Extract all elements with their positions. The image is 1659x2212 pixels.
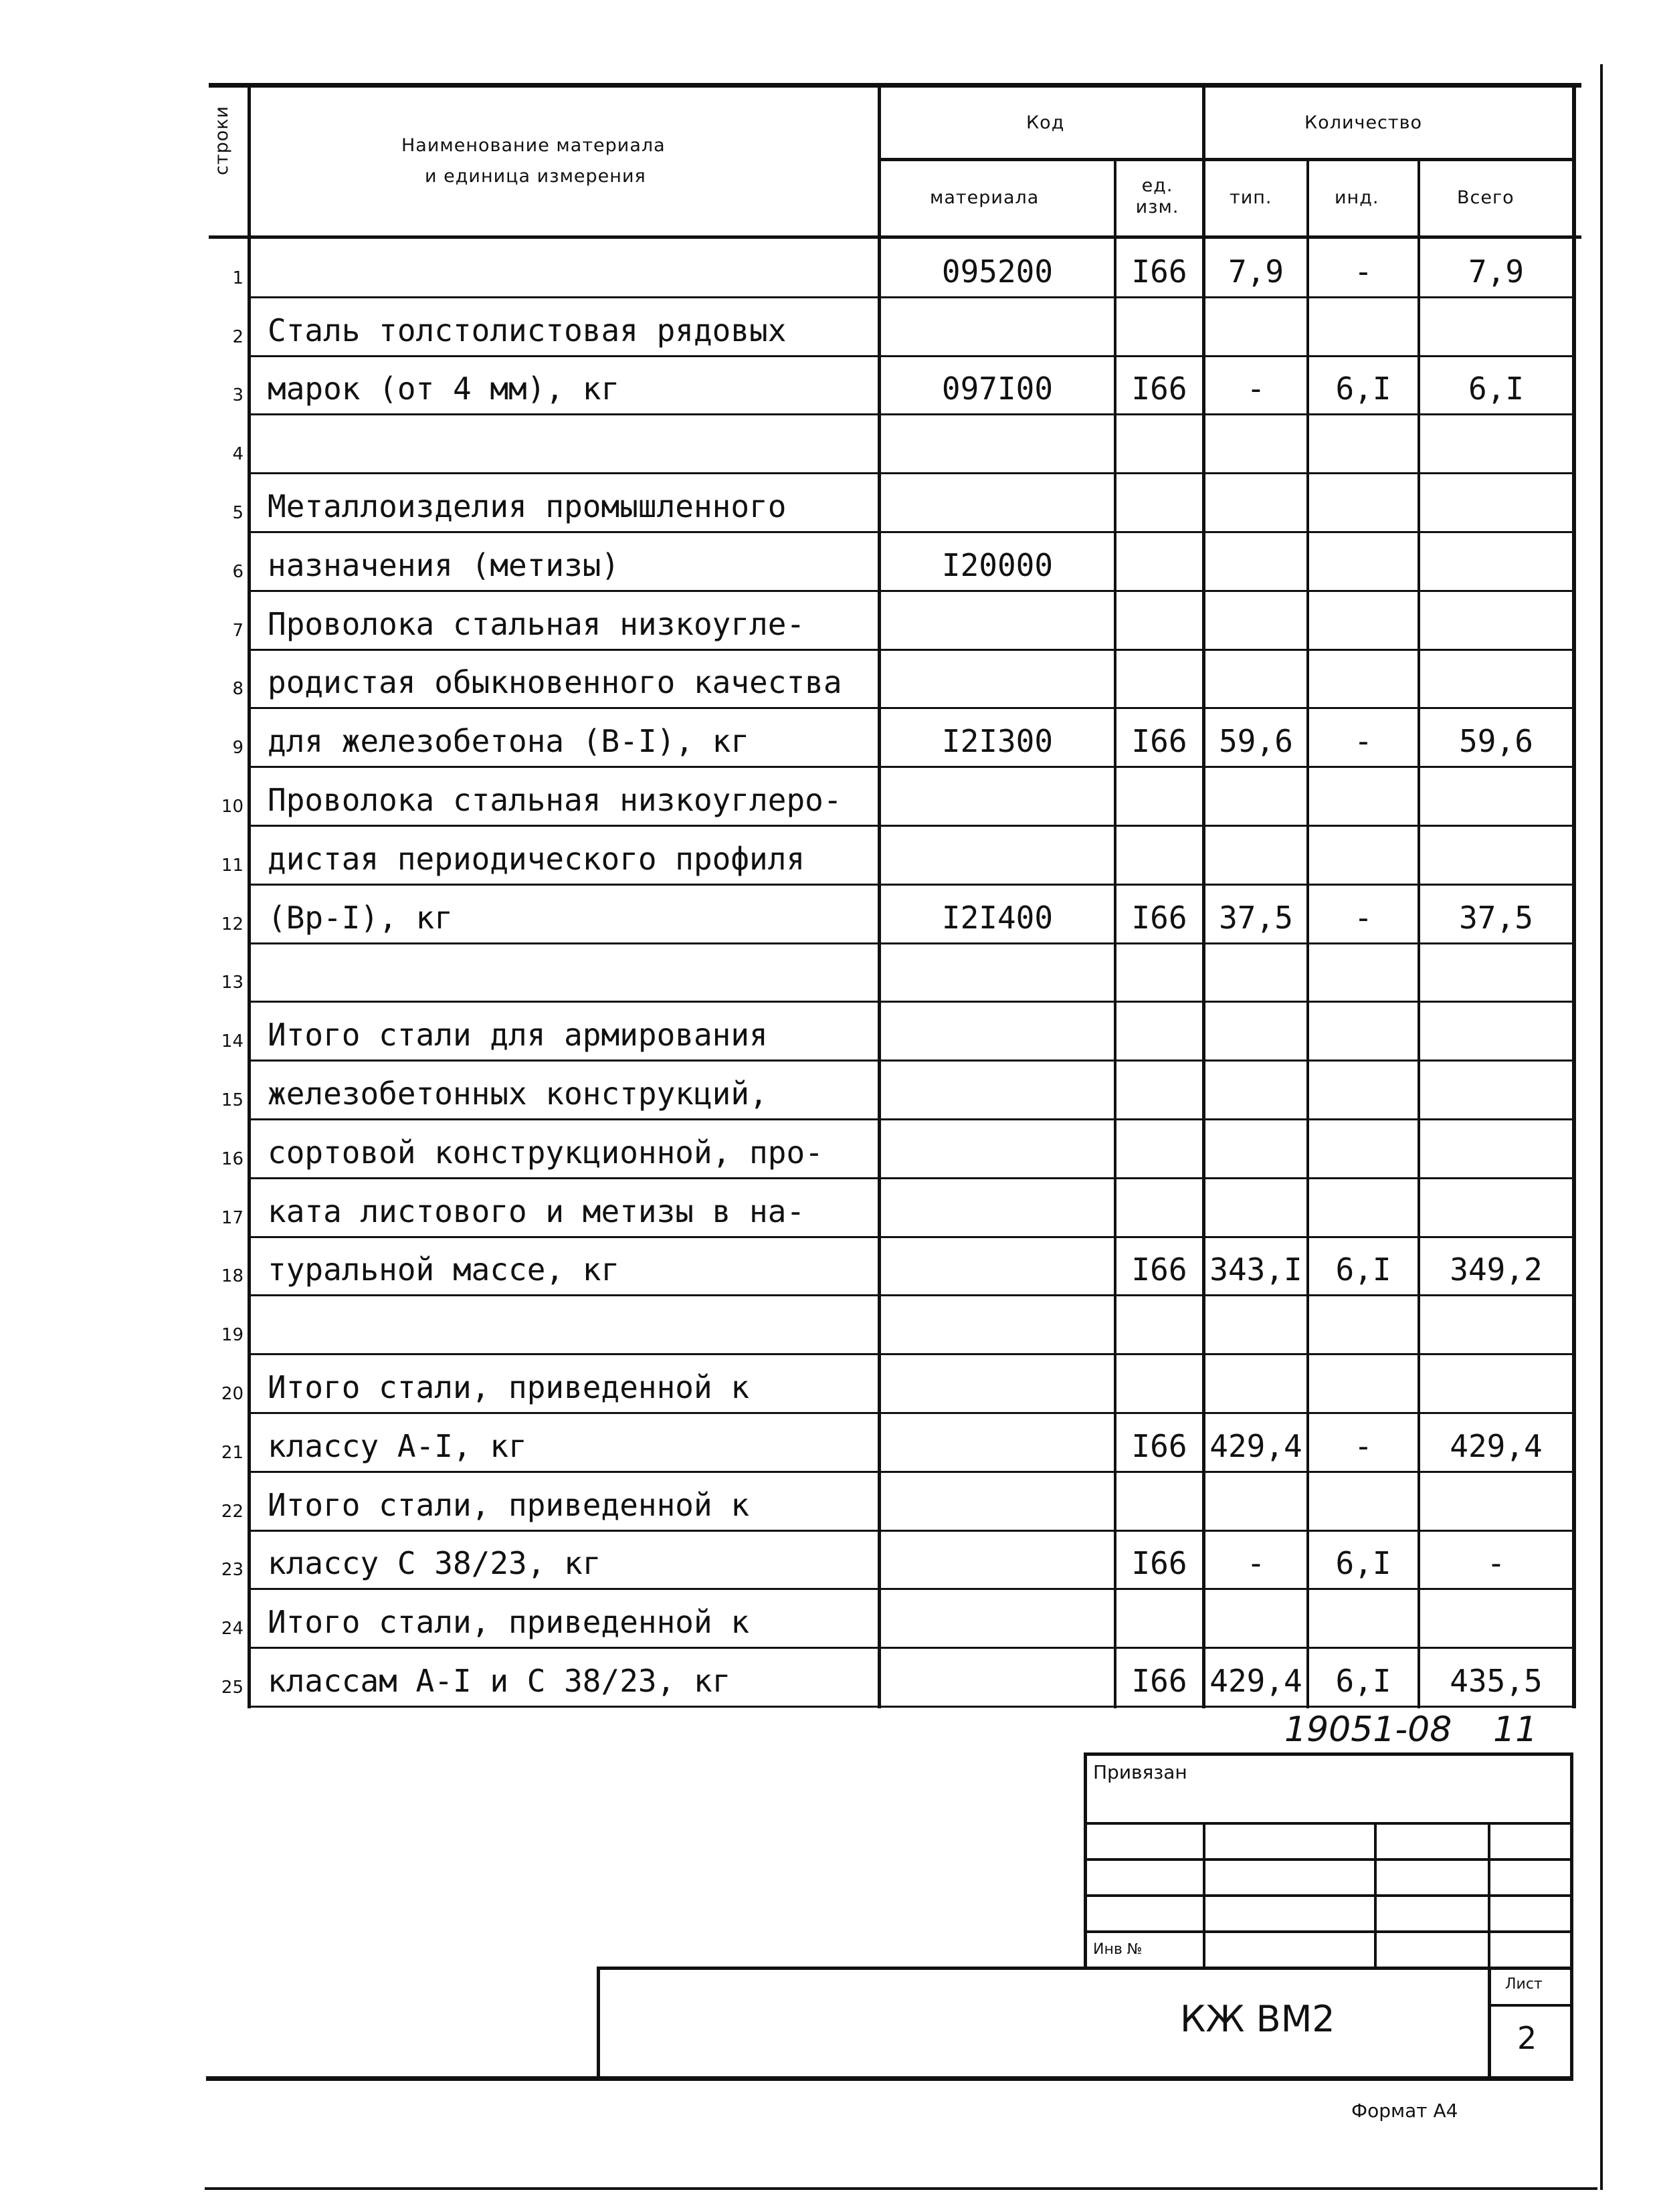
cell-material: 097I00 <box>941 371 1054 407</box>
cell-name: родистая обыкновенного качества <box>268 664 842 701</box>
cell-unit: I66 <box>1131 1251 1187 1288</box>
sheet-value: 2 <box>1517 2020 1537 2056</box>
cell-total: 6,I <box>1468 371 1525 407</box>
cell-name: Итого стали, приведенной к <box>268 1486 750 1523</box>
cell-total: - <box>1486 1545 1506 1582</box>
cell-name: классу С 38/23, кг <box>268 1545 601 1582</box>
title-block-sheet-divider <box>1488 1967 1491 2080</box>
cell-name: Проволока стальная низкоугле- <box>268 605 805 642</box>
cell-n: 11 <box>221 855 243 876</box>
header-subdivider <box>878 158 1576 161</box>
cell-name: туральной массе, кг <box>268 1251 620 1288</box>
privyazan-label: Привязан <box>1093 1761 1187 1783</box>
header-qty-typ: тип. <box>1230 187 1272 208</box>
stamp-vline-1 <box>1203 1822 1205 1967</box>
cell-unit: I66 <box>1131 1545 1187 1582</box>
stamp-line-2 <box>1084 1858 1573 1861</box>
format-label: Формат А4 <box>1351 2100 1458 2122</box>
title-block-left <box>597 1967 600 2080</box>
cell-n: 24 <box>221 1619 243 1639</box>
cell-typ: 343,I <box>1209 1251 1302 1288</box>
cell-ind: - <box>1354 1427 1373 1464</box>
cell-unit: I66 <box>1131 1663 1187 1699</box>
cell-typ: - <box>1246 1545 1266 1582</box>
cell-typ: 429,4 <box>1209 1663 1302 1699</box>
cell-n: 20 <box>221 1384 243 1404</box>
cell-name: Сталь толстолистовая рядовых <box>268 312 787 348</box>
title-block-top <box>597 1967 1573 1970</box>
cell-material: I20000 <box>941 546 1054 583</box>
stamp-line-4 <box>1084 1930 1573 1933</box>
page-bottom-line <box>205 2187 1597 2190</box>
sheet-index: 11 <box>1493 1710 1538 1750</box>
stamp-vline-2 <box>1374 1822 1377 1967</box>
cell-unit: I66 <box>1131 723 1187 760</box>
cell-ind: 6,I <box>1335 1251 1391 1288</box>
stamp-line-1 <box>1084 1822 1573 1825</box>
stamp-vline-3 <box>1488 1822 1490 1967</box>
cell-n: 7 <box>232 620 243 641</box>
cell-unit: I66 <box>1131 899 1187 936</box>
cell-unit: I66 <box>1131 253 1187 290</box>
table-row <box>209 1296 1576 1354</box>
cell-name: классам А-I и С 38/23, кг <box>268 1663 731 1699</box>
header-code-unit: ед. изм. <box>1135 175 1179 218</box>
cell-n: 14 <box>221 1031 243 1052</box>
cell-n: 17 <box>221 1207 243 1228</box>
title-block-bottom <box>206 2076 1573 2081</box>
cell-ind: - <box>1354 253 1373 290</box>
stamp-line-3 <box>1084 1894 1573 1897</box>
page-right-line <box>1600 64 1603 2190</box>
cell-total: 435,5 <box>1450 1663 1543 1699</box>
cell-name: марок (от 4 мм), кг <box>268 371 620 407</box>
header-qty-ind: инд. <box>1335 187 1379 208</box>
title-block-sheet-hline <box>1488 2004 1573 2007</box>
cell-n: 23 <box>221 1560 243 1581</box>
cell-name: Итого стали для армирования <box>268 1017 768 1053</box>
cell-typ: 429,4 <box>1209 1427 1302 1464</box>
row-divider <box>248 1706 1576 1708</box>
cell-material: I2I400 <box>941 899 1054 936</box>
cell-n: 13 <box>221 973 243 993</box>
header-name-line2: и единица измерения <box>425 166 646 187</box>
cell-n: 25 <box>221 1678 243 1698</box>
table-row <box>209 415 1576 474</box>
table-top-border <box>209 83 1581 88</box>
cell-ind: 6,I <box>1335 1663 1391 1699</box>
cell-n: 18 <box>221 1266 243 1287</box>
stamp-frame-right <box>1570 1752 1573 2080</box>
cell-typ: 7,9 <box>1228 253 1284 290</box>
cell-n: 1 <box>232 268 243 288</box>
cell-ind: - <box>1354 723 1373 760</box>
cell-name: Итого стали, приведенной к <box>268 1604 750 1641</box>
cell-ind: - <box>1354 899 1373 936</box>
cell-total: 349,2 <box>1450 1251 1543 1288</box>
cell-unit: I66 <box>1131 371 1187 407</box>
cell-total: 59,6 <box>1459 723 1533 760</box>
cell-typ: 37,5 <box>1219 899 1293 936</box>
sheet-label: Лист <box>1505 1976 1543 1993</box>
doc-number: 19051-08 <box>1284 1710 1452 1750</box>
cell-name: Итого стали, приведенной к <box>268 1369 750 1405</box>
cell-n: 19 <box>221 1325 243 1346</box>
cell-total: 37,5 <box>1459 899 1533 936</box>
table-row <box>209 944 1576 1003</box>
cell-ind: 6,I <box>1335 371 1391 407</box>
cell-name: ката листового и метизы в на- <box>268 1193 805 1229</box>
cell-n: 10 <box>221 797 243 817</box>
cell-ind: 6,I <box>1335 1545 1391 1582</box>
drawing-code: КЖ ВМ2 <box>1180 1998 1335 2040</box>
cell-total: 429,4 <box>1450 1427 1543 1464</box>
cell-n: 2 <box>232 326 243 347</box>
cell-n: 12 <box>221 914 243 934</box>
cell-name: Проволока стальная низкоуглеро- <box>268 782 842 818</box>
header-quantity: Количество <box>1304 112 1423 133</box>
cell-n: 9 <box>232 738 243 759</box>
header-row-number-label: строки <box>211 105 232 175</box>
header-qty-total: Всего <box>1457 187 1515 208</box>
cell-n: 22 <box>221 1501 243 1522</box>
cell-typ: 59,6 <box>1219 723 1293 760</box>
cell-n: 3 <box>232 385 243 406</box>
cell-name: сортовой конструкционной, про- <box>268 1134 823 1171</box>
cell-material: 095200 <box>941 253 1054 290</box>
cell-name: железобетонных конструкций, <box>268 1076 768 1112</box>
header-code: Код <box>1026 112 1065 133</box>
cell-n: 16 <box>221 1148 243 1169</box>
cell-n: 4 <box>232 444 243 465</box>
cell-n: 15 <box>221 1090 243 1110</box>
cell-n: 5 <box>232 503 243 523</box>
cell-name: дистая периодического профиля <box>268 840 805 877</box>
cell-name: назначения (метизы) <box>268 546 620 583</box>
cell-typ: - <box>1246 371 1266 407</box>
cell-unit: I66 <box>1131 1427 1187 1464</box>
cell-n: 8 <box>232 679 243 700</box>
cell-name: для железобетона (В-I), кг <box>268 723 750 760</box>
inv-no-label: Инв № <box>1093 1941 1143 1958</box>
cell-name: Металлоизделия промышленного <box>268 488 787 524</box>
cell-name: классу А-I, кг <box>268 1427 527 1464</box>
header-name-line1: Наименование материала <box>401 135 666 156</box>
cell-material: I2I300 <box>941 723 1054 760</box>
header-code-material: материала <box>930 187 1040 208</box>
cell-total: 7,9 <box>1468 253 1525 290</box>
cell-name: (Вр-I), кг <box>268 899 453 936</box>
cell-n: 21 <box>221 1442 243 1463</box>
cell-n: 6 <box>232 561 243 582</box>
stamp-frame-top <box>1084 1752 1573 1756</box>
